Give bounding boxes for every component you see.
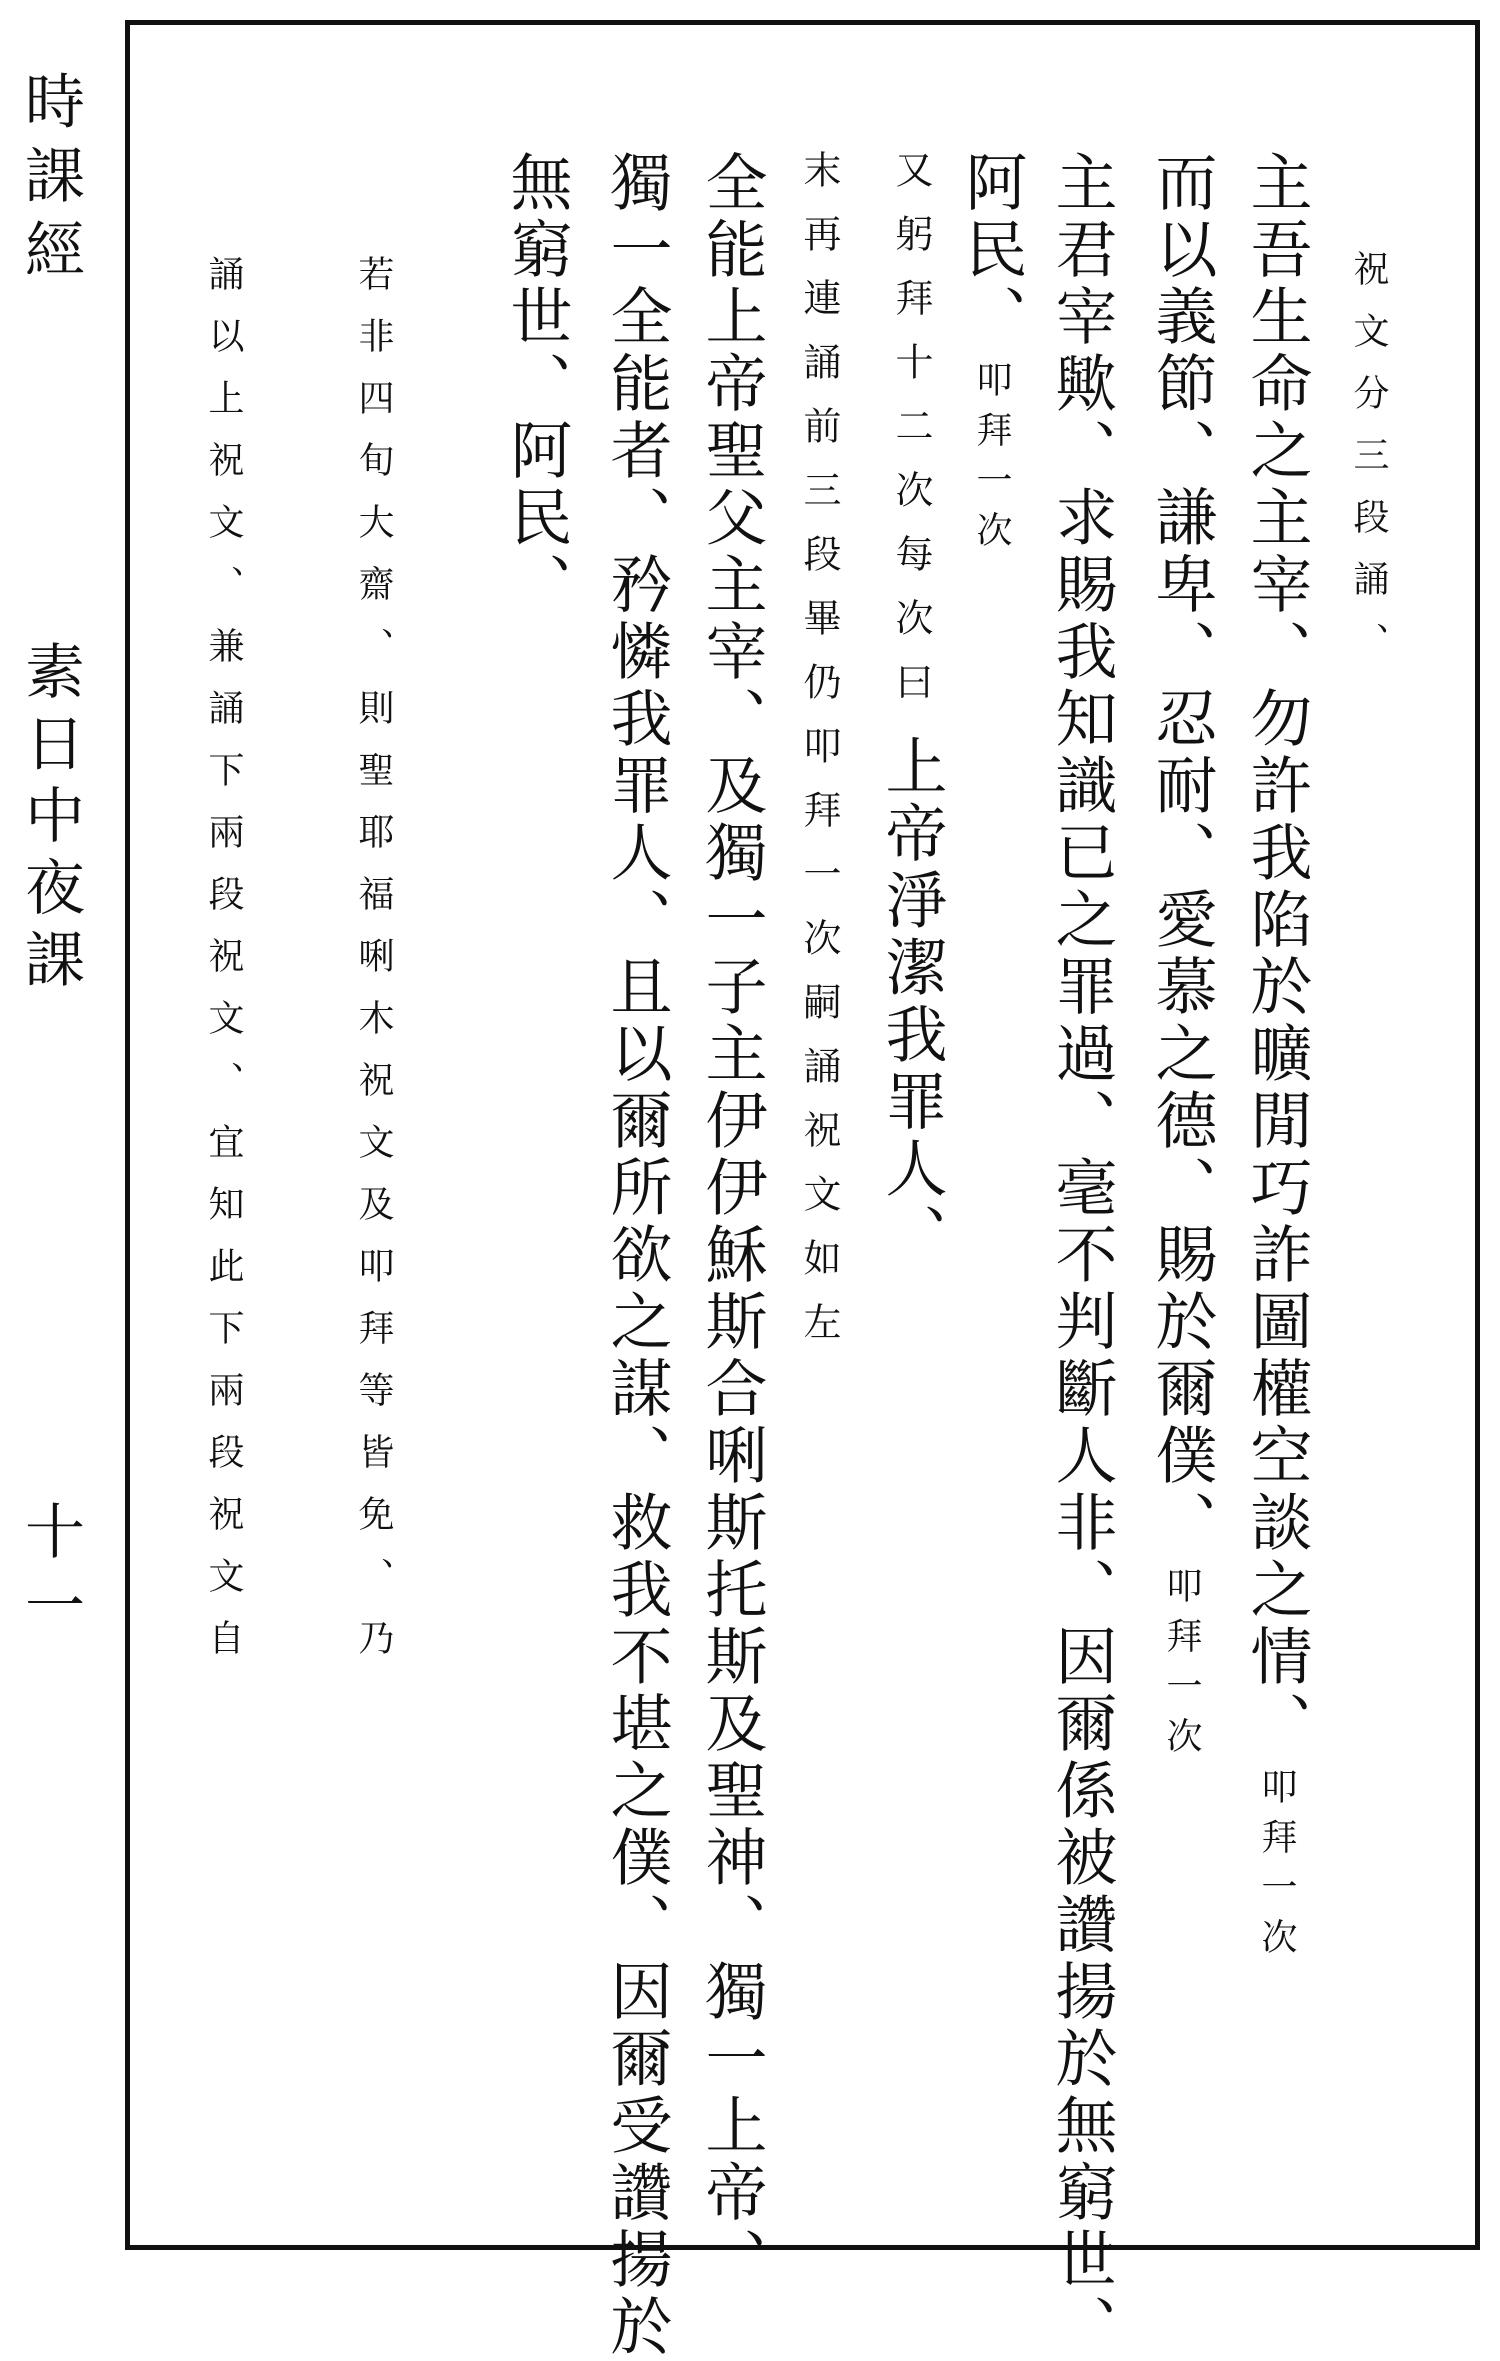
prayer-text: 主吾生命之主宰、勿許我陷於曠閒巧詐圖權空談之情、 — [1240, 150, 1313, 1758]
prayer-line-7: 無窮世、阿民、 — [500, 150, 573, 619]
prayer-line-1 — [1240, 150, 1313, 1968]
section-title: 素日中夜課 — [15, 640, 85, 1000]
rubric-line-recite: 誦以上祝文、兼誦下兩段祝文、宜知此下兩段祝文自 — [203, 255, 244, 1681]
prayer-line-4 — [955, 150, 1028, 561]
prayer-line-3: 主君宰歟、求賜我知識已之罪過、毫不判斷人非、因爾係被讚揚於無窮世、 — [1045, 150, 1118, 2361]
rubric-text: 又躬拜十二次每次曰 — [889, 150, 933, 726]
rubric-note: 叩拜一次 — [1161, 1567, 1202, 1767]
prayer-text: 阿民、 — [955, 150, 1028, 351]
prayer-line-2 — [1145, 150, 1218, 1767]
prayer-line-6: 獨一全能者、矜憐我罪人、且以爾所欲之謀、救我不堪之僕、因爾受讚揚於 — [600, 150, 673, 2361]
page-number: 十一 — [15, 1500, 85, 1648]
rubric-line-lent: 若非四旬大齋、則聖耶福唎木祝文及叩拜等皆免、乃 — [353, 255, 394, 1681]
prayer-text: 而以義節、謙卑、忍耐、愛慕之德、賜於爾僕、 — [1145, 150, 1218, 1557]
rubric-note: 叩拜一次 — [971, 361, 1012, 561]
short-prayer: 上帝淨潔我罪人、 — [875, 734, 948, 1270]
book-title: 時課經 — [15, 70, 85, 292]
rubric-line-repeat: 末再連誦前三段畢仍叩拜一次嗣誦祝文如左 — [797, 150, 841, 1366]
rubric-line-bow — [875, 150, 948, 1270]
prayer-line-5: 全能上帝聖父主宰、及獨一子主伊伊穌斯合唎斯托斯及聖神、獨一上帝、 — [695, 150, 768, 2294]
instruction-line: 祝文分三段誦、 — [1348, 250, 1389, 684]
rubric-note: 叩拜一次 — [1256, 1768, 1297, 1968]
